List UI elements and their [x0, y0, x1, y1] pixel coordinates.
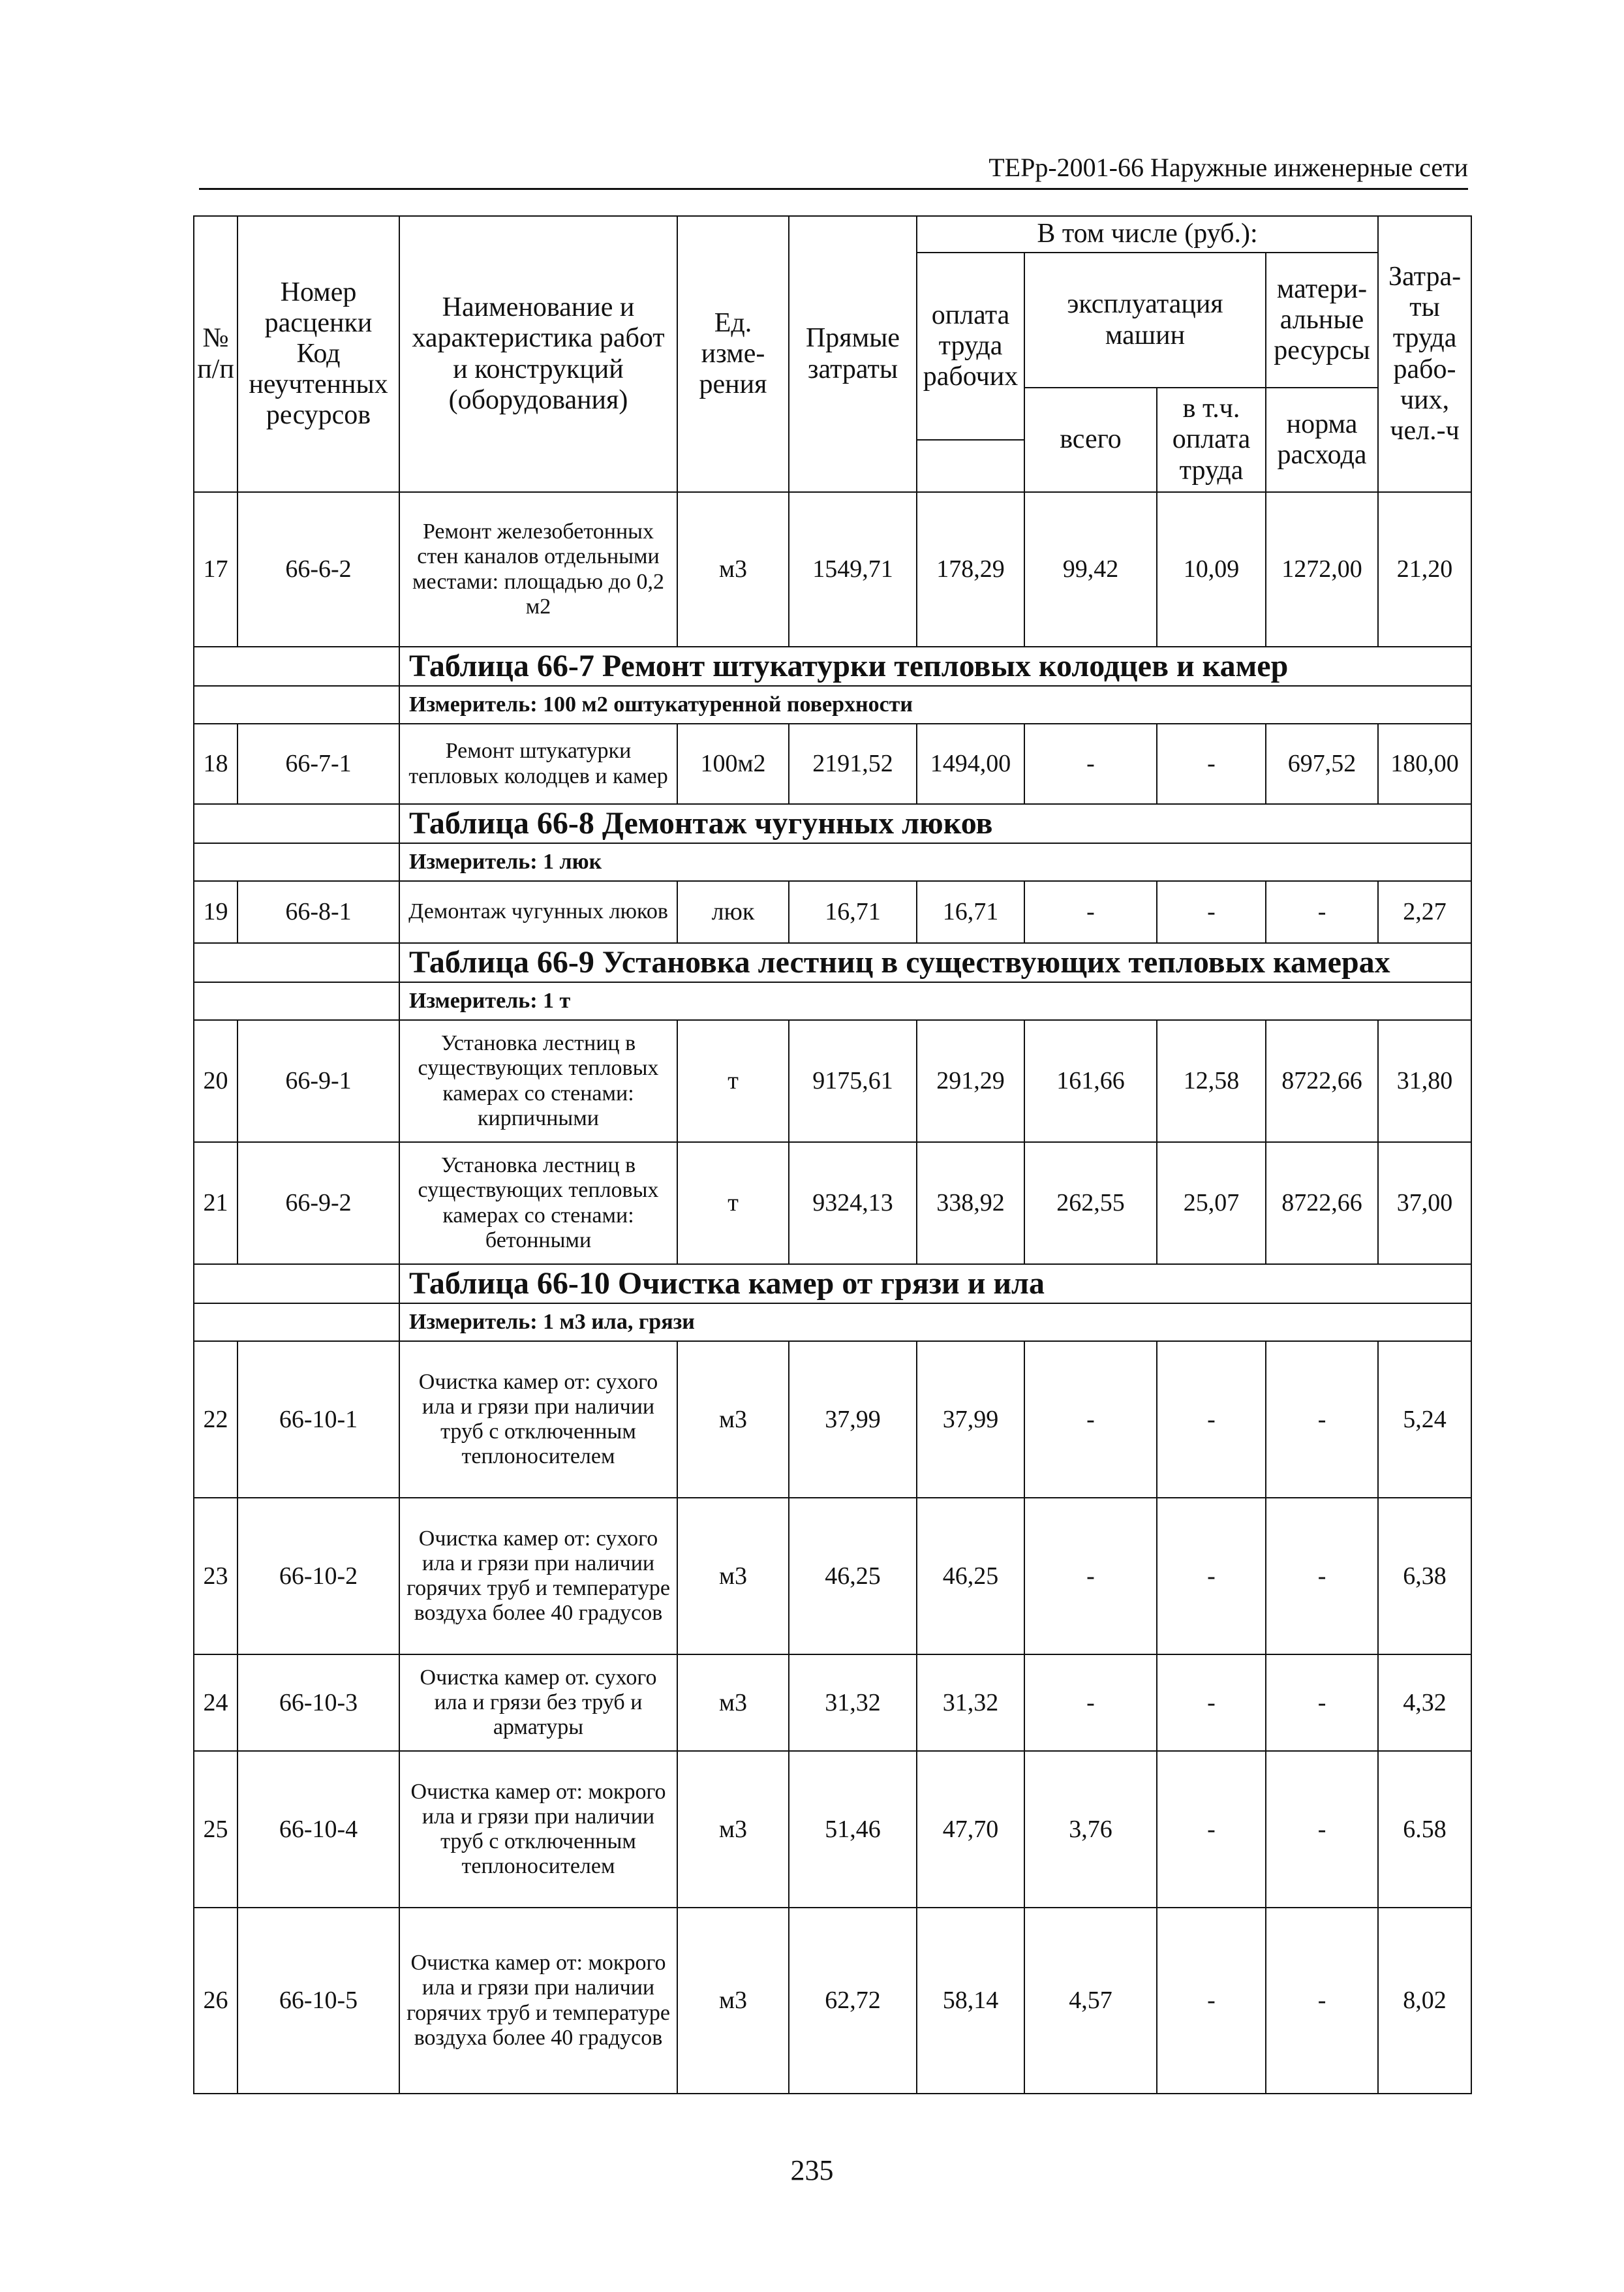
row-labor: 8,02	[1378, 1908, 1471, 2094]
row-mach: 262,55	[1024, 1142, 1157, 1264]
row-direct: 31,32	[789, 1654, 917, 1751]
row-no: 23	[194, 1498, 237, 1654]
row-mach-pay: -	[1157, 881, 1266, 943]
row-code: 66-10-1	[237, 1341, 399, 1498]
col-machines-pay-header: в т.ч. оплата труда	[1157, 388, 1266, 492]
row-unit: люк	[677, 881, 789, 943]
row-mach-pay: -	[1157, 1751, 1266, 1908]
row-name: Очистка камер от: сухого ила и грязи при наличии горячих труб и температуре воздуха более 40 градусов	[399, 1498, 677, 1654]
section-meter-row	[194, 982, 1471, 1020]
col-unit-header: Ед. изме-рения	[677, 216, 789, 492]
row-mach-pay: -	[1157, 724, 1266, 804]
row-unit: м3	[677, 492, 789, 647]
row-code: 66-10-2	[237, 1498, 399, 1654]
row-labor: 4,32	[1378, 1654, 1471, 1751]
row-pay: 31,32	[917, 1654, 1024, 1751]
row-pay: 1494,00	[917, 724, 1024, 804]
row-no: 22	[194, 1341, 237, 1498]
section-meter-row	[194, 1303, 1471, 1341]
row-mach: -	[1024, 1498, 1157, 1654]
row-unit: м3	[677, 1654, 789, 1751]
row-mat: 697,52	[1266, 724, 1378, 804]
row-mach-pay: -	[1157, 1654, 1266, 1751]
table-row	[194, 1142, 1471, 1264]
row-mach: -	[1024, 1341, 1157, 1498]
row-mat: -	[1266, 1908, 1378, 2094]
row-mat: -	[1266, 1654, 1378, 1751]
row-labor: 21,20	[1378, 492, 1471, 647]
page-number: 235	[790, 2154, 834, 2186]
section-title-row	[194, 1264, 1471, 1303]
row-name: Демонтаж чугунных люков	[399, 881, 677, 943]
row-labor: 2,27	[1378, 881, 1471, 943]
row-labor: 5,24	[1378, 1341, 1471, 1498]
row-code: 66-10-5	[237, 1908, 399, 2094]
row-direct: 37,99	[789, 1341, 917, 1498]
section-meter: Измеритель: 1 т	[399, 982, 1471, 1020]
col-pay-header: оплата труда рабочих	[917, 253, 1024, 440]
row-labor: 6,38	[1378, 1498, 1471, 1654]
row-unit: м3	[677, 1498, 789, 1654]
row-mach-pay: -	[1157, 1498, 1266, 1654]
row-mat: -	[1266, 1341, 1378, 1498]
col-direct-header: Прямые затраты	[789, 216, 917, 492]
row-direct: 16,71	[789, 881, 917, 943]
col-machines-header: эксплуатация машин	[1024, 253, 1266, 388]
row-mach: -	[1024, 881, 1157, 943]
row-name: Очистка камер от: мокрого ила и грязи при наличии труб с отключенным теплоносителем	[399, 1751, 677, 1908]
row-direct: 1549,71	[789, 492, 917, 647]
row-code: 66-9-2	[237, 1142, 399, 1264]
row-labor: 37,00	[1378, 1142, 1471, 1264]
section-title: Таблица 66-8 Демонтаж чугунных люков	[399, 804, 1471, 843]
row-mach: -	[1024, 1654, 1157, 1751]
page-header	[199, 151, 1468, 190]
row-mat: -	[1266, 1751, 1378, 1908]
row-no: 21	[194, 1142, 237, 1264]
row-mach: -	[1024, 724, 1157, 804]
row-mat: 1272,00	[1266, 492, 1378, 647]
row-direct: 9175,61	[789, 1020, 917, 1142]
row-pay: 16,71	[917, 881, 1024, 943]
row-unit: м3	[677, 1908, 789, 2094]
table-row	[194, 1751, 1471, 1908]
row-no: 24	[194, 1654, 237, 1751]
row-no: 17	[194, 492, 237, 647]
col-incl-group-header: В том числе (руб.):	[917, 216, 1378, 253]
row-pay: 37,99	[917, 1341, 1024, 1498]
col-machines-total-header: всего	[1024, 388, 1157, 492]
row-name: Ремонт штукатурки тепловых колодцев и камер	[399, 724, 677, 804]
row-unit: т	[677, 1020, 789, 1142]
row-direct: 46,25	[789, 1498, 917, 1654]
section-title-row	[194, 804, 1471, 843]
row-code: 66-10-3	[237, 1654, 399, 1751]
row-labor: 180,00	[1378, 724, 1471, 804]
row-name: Ремонт железобетонных стен каналов отдельными местами: площадью до 0,2 м2	[399, 492, 677, 647]
row-mat: 8722,66	[1266, 1020, 1378, 1142]
row-name: Очистка камер от: мокрого ила и грязи при наличии горячих труб и температуре воздуха более 40 градусов	[399, 1908, 677, 2094]
row-unit: т	[677, 1142, 789, 1264]
row-mach: 3,76	[1024, 1751, 1157, 1908]
row-code: 66-7-1	[237, 724, 399, 804]
row-direct: 2191,52	[789, 724, 917, 804]
section-title: Таблица 66-7 Ремонт штукатурки тепловых колодцев и камер	[399, 647, 1471, 686]
section-title-row	[194, 943, 1471, 982]
row-pay: 291,29	[917, 1020, 1024, 1142]
col-code-header: Номер расценки Код неучтенных ресурсов	[237, 216, 399, 492]
col-materials-norm-header: норма расхода	[1266, 388, 1378, 492]
row-mach: 99,42	[1024, 492, 1157, 647]
row-no: 26	[194, 1908, 237, 2094]
row-mat: 8722,66	[1266, 1142, 1378, 1264]
section-meter: Измеритель: 1 люк	[399, 843, 1471, 881]
row-mach-pay: -	[1157, 1341, 1266, 1498]
col-name-header: Наименование и характеристика работ и конструкций (оборудования)	[399, 216, 677, 492]
row-name: Очистка камер от. сухого ила и грязи без труб и арматуры	[399, 1654, 677, 1751]
section-title-row	[194, 647, 1471, 686]
row-mach-pay: -	[1157, 1908, 1266, 2094]
row-code: 66-9-1	[237, 1020, 399, 1142]
row-direct: 62,72	[789, 1908, 917, 2094]
row-mach-pay: 25,07	[1157, 1142, 1266, 1264]
row-code: 66-8-1	[237, 881, 399, 943]
table-row	[194, 724, 1471, 804]
table-row	[194, 1020, 1471, 1142]
row-name: Очистка камер от: сухого ила и грязи при наличии труб с отключенным теплоносителем	[399, 1341, 677, 1498]
col-materials-header: матери-альные ресурсы	[1266, 253, 1378, 388]
header-row-1	[194, 216, 1471, 253]
row-pay: 46,25	[917, 1498, 1024, 1654]
section-title: Таблица 66-10 Очистка камер от грязи и ила	[399, 1264, 1471, 1303]
table-row	[194, 1908, 1471, 2094]
header-title: ТЕРр-2001-66 Наружные инженерные сети	[988, 153, 1468, 182]
row-direct: 51,46	[789, 1751, 917, 1908]
row-mach: 161,66	[1024, 1020, 1157, 1142]
row-unit: 100м2	[677, 724, 789, 804]
rates-table	[193, 215, 1472, 2094]
row-unit: м3	[677, 1751, 789, 1908]
section-meter-row	[194, 686, 1471, 724]
row-code: 66-6-2	[237, 492, 399, 647]
row-no: 25	[194, 1751, 237, 1908]
row-code: 66-10-4	[237, 1751, 399, 1908]
row-unit: м3	[677, 1341, 789, 1498]
section-title: Таблица 66-9 Установка лестниц в существующих тепловых камерах	[399, 943, 1471, 982]
row-pay: 338,92	[917, 1142, 1024, 1264]
table-row	[194, 1654, 1471, 1751]
row-no: 19	[194, 881, 237, 943]
row-name: Установка лестниц в существующих тепловых камерах со стенами: кирпичными	[399, 1020, 677, 1142]
row-pay: 58,14	[917, 1908, 1024, 2094]
row-labor: 31,80	[1378, 1020, 1471, 1142]
row-mach: 4,57	[1024, 1908, 1157, 2094]
row-mat: -	[1266, 881, 1378, 943]
table-row	[194, 492, 1471, 647]
row-mach-pay: 12,58	[1157, 1020, 1266, 1142]
row-pay: 47,70	[917, 1751, 1024, 1908]
row-direct: 9324,13	[789, 1142, 917, 1264]
row-mat: -	[1266, 1498, 1378, 1654]
table-row	[194, 1498, 1471, 1654]
table-row	[194, 1341, 1471, 1498]
table-row	[194, 881, 1471, 943]
row-no: 18	[194, 724, 237, 804]
col-no-header: № п/п	[194, 216, 237, 492]
section-meter: Измеритель: 100 м2 оштукатуренной поверхности	[399, 686, 1471, 724]
row-mach-pay: 10,09	[1157, 492, 1266, 647]
section-meter: Измеритель: 1 м3 ила, грязи	[399, 1303, 1471, 1341]
row-no: 20	[194, 1020, 237, 1142]
section-meter-row	[194, 843, 1471, 881]
row-pay: 178,29	[917, 492, 1024, 647]
col-labor-header: Затра-ты труда рабо-чих, чел.-ч	[1378, 216, 1471, 492]
row-labor: 6.58	[1378, 1751, 1471, 1908]
row-name: Установка лестниц в существующих тепловых камерах со стенами: бетонными	[399, 1142, 677, 1264]
